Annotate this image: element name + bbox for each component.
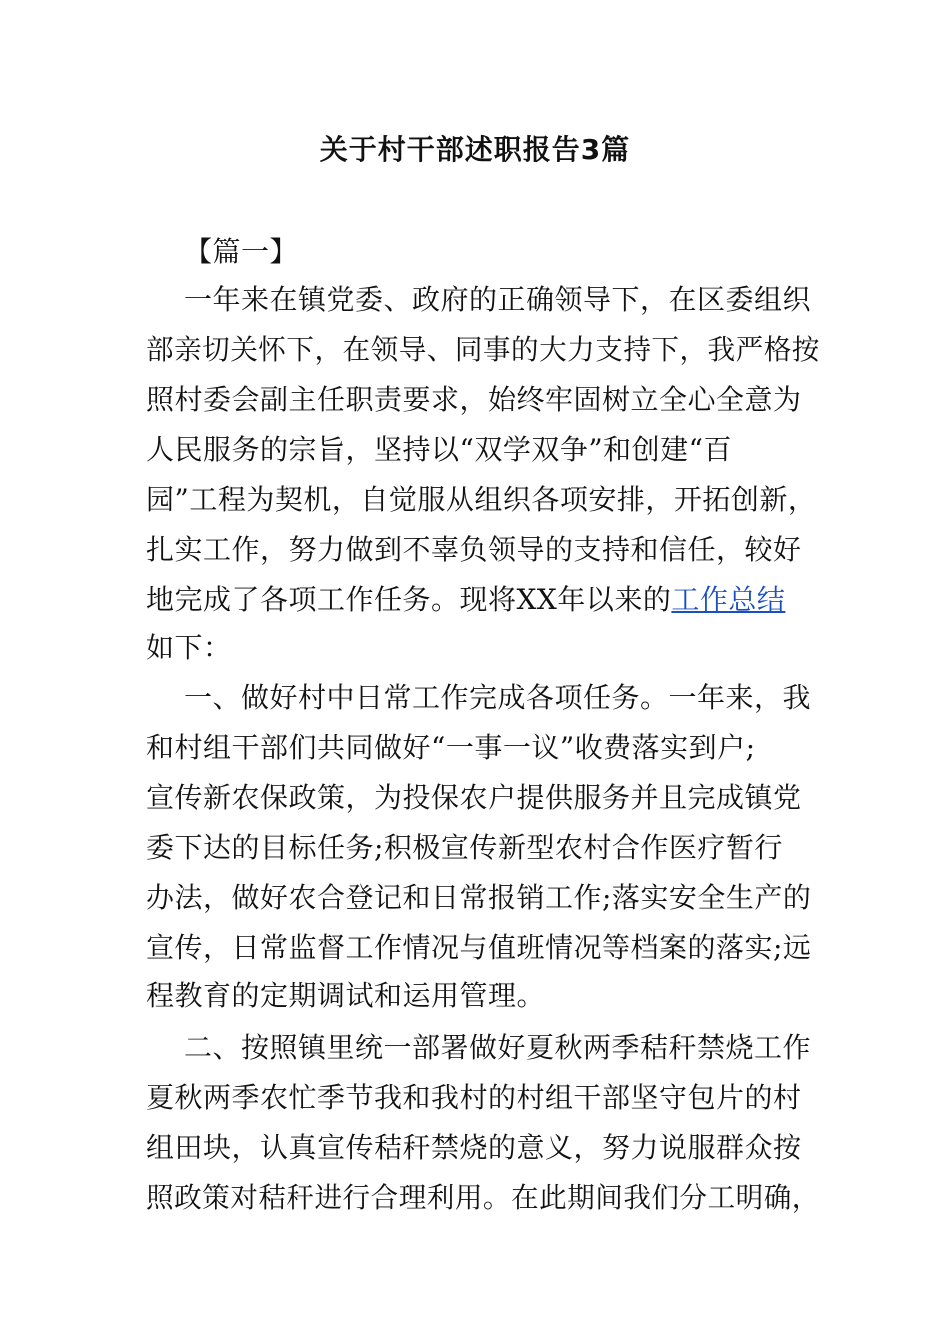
paragraph-line: 照政策对秸秆进行合理利用。在此期间我们分工明确， <box>146 1181 820 1214</box>
paragraph-line: 宣传新农保政策，为投保农户提供服务并且完成镇党 <box>146 781 802 814</box>
paragraph-line: 园”工程为契机，自觉服从组织各项安排，开拓创新， <box>146 483 817 516</box>
work-summary-link[interactable]: 工作总结 <box>671 583 786 616</box>
paragraph-line: 组田块，认真宣传秸秆禁烧的意义，努力说服群众按 <box>146 1131 802 1164</box>
paragraph-line: 委下达的目标任务;积极宣传新型农村合作医疗暂行 <box>146 831 783 864</box>
paragraph-line: 扎实工作，努力做到不辜负领导的支持和信任，较好 <box>146 533 802 566</box>
paragraph-line: 二、按照镇里统一部署做好夏秋两季秸秆禁烧工作 <box>184 1031 812 1064</box>
paragraph-line: 办法，做好农合登记和日常报销工作;落实安全生产的 <box>146 881 812 914</box>
paragraph-line: 人民服务的宗旨，坚持以“双学双争”和创建“百 <box>146 433 732 466</box>
paragraph-text: 地完成了各项工作任务。现将XX年以来的 <box>146 583 672 616</box>
paragraph-line: 宣传，日常监督工作情况与值班情况等档案的落实;远 <box>146 931 812 964</box>
paragraph-line: 照村委会副主任职责要求，始终牢固树立全心全意为 <box>146 383 802 416</box>
paragraph-line: 夏秋两季农忙季节我和我村的村组干部坚守包片的村 <box>146 1081 802 1114</box>
section-heading: 【篇一】 <box>184 235 299 268</box>
paragraph-line: 程教育的定期调试和运用管理。 <box>146 979 546 1012</box>
document-title: 关于村干部述职报告3篇 <box>319 133 631 166</box>
paragraph-line: 一年来在镇党委、政府的正确领导下，在区委组织 <box>184 283 812 316</box>
paragraph-line: 和村组干部们共同做好“一事一议”收费落实到户; <box>146 731 756 764</box>
paragraph-line <box>146 580 785 620</box>
paragraph-line: 部亲切关怀下，在领导、同事的大力支持下，我严格按 <box>146 333 820 366</box>
paragraph-line: 一、做好村中日常工作完成各项任务。一年来，我 <box>184 681 812 714</box>
paragraph-line: 如下： <box>146 631 232 664</box>
